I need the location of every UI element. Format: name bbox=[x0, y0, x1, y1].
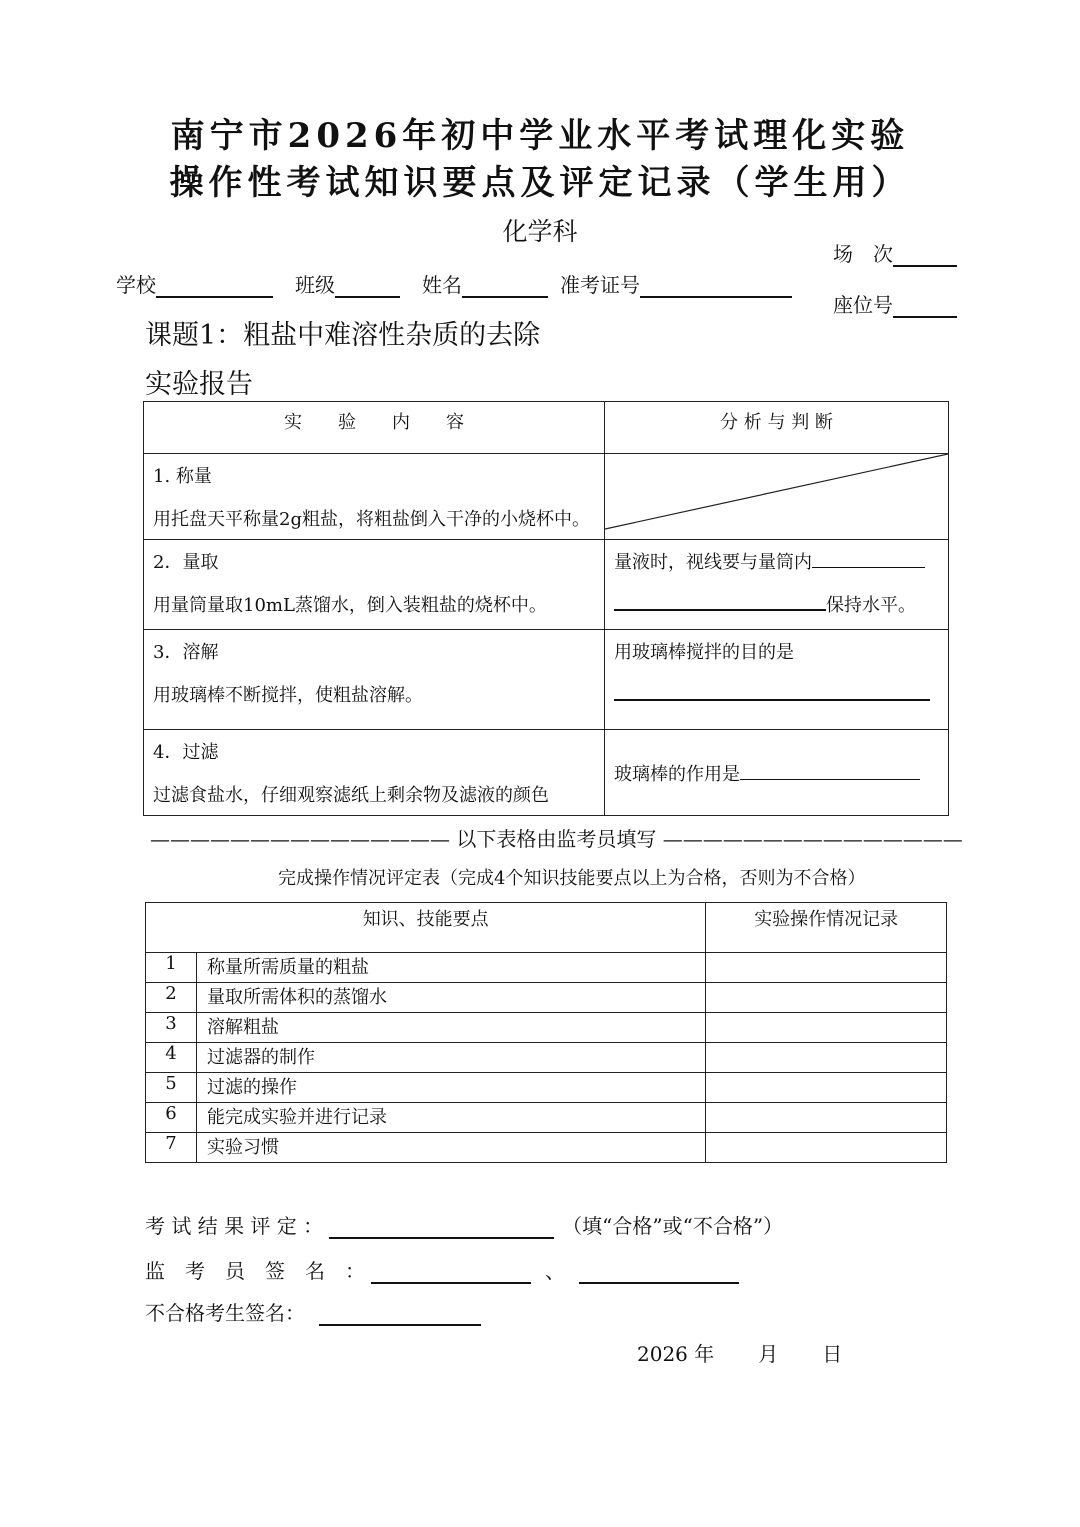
result-blank[interactable] bbox=[329, 1215, 554, 1239]
date-month: 月 bbox=[758, 1342, 779, 1366]
report-row bbox=[144, 454, 949, 540]
student-info-row bbox=[116, 269, 792, 298]
page-title-line2: 操作性考试知识要点及评定记录（学生用） bbox=[169, 163, 911, 203]
eval-point: 过滤的操作 bbox=[197, 1073, 706, 1103]
report-desc: 用玻璃棒不断搅拌，使粗盐溶解。 bbox=[153, 685, 423, 706]
eval-num: 4 bbox=[146, 1043, 197, 1073]
proctor-blank-1[interactable] bbox=[371, 1260, 531, 1284]
result-label: 考 试 结 果 评 定 ： bbox=[145, 1214, 324, 1238]
eval-row bbox=[146, 1103, 947, 1133]
name-blank[interactable] bbox=[462, 274, 548, 298]
seat-field[interactable] bbox=[833, 289, 957, 318]
eval-record-cell[interactable] bbox=[706, 1013, 947, 1043]
eval-col-points: 知识、技能要点 bbox=[146, 903, 706, 953]
date-day: 日 bbox=[822, 1342, 843, 1366]
proctor-separator: 、 bbox=[545, 1259, 565, 1283]
seat-label: 座位号 bbox=[833, 293, 893, 317]
eval-row bbox=[146, 1073, 947, 1103]
report-col-analysis: 分 析 与 判 断 bbox=[605, 402, 949, 454]
eval-point: 实验习惯 bbox=[197, 1133, 706, 1163]
eval-point: 称量所需质量的粗盐 bbox=[197, 953, 706, 983]
eval-point: 量取所需体积的蒸馏水 bbox=[197, 983, 706, 1013]
report-analysis-empty bbox=[605, 454, 949, 540]
fail-sign-blank[interactable] bbox=[319, 1302, 481, 1326]
report-question: 用玻璃棒搅拌的目的是 bbox=[614, 642, 794, 663]
eval-record-cell[interactable] bbox=[706, 1073, 947, 1103]
eval-num: 1 bbox=[146, 953, 197, 983]
eval-row bbox=[146, 983, 947, 1013]
report-question-end: 保持水平。 bbox=[826, 595, 916, 616]
proctor-divider: ——————————————— 以下表格由监考员填写 ——————————————— bbox=[150, 827, 963, 851]
fail-sign-row bbox=[145, 1297, 481, 1326]
eval-row bbox=[146, 1013, 947, 1043]
eval-num: 2 bbox=[146, 983, 197, 1013]
report-table bbox=[143, 401, 949, 816]
subject-heading: 化学科 bbox=[502, 217, 578, 246]
report-desc: 用量筒量取10mL蒸馏水，倒入装粗盐的烧杯中。 bbox=[153, 595, 547, 616]
eval-point: 能完成实验并进行记录 bbox=[197, 1103, 706, 1133]
report-question: 玻璃棒的作用是 bbox=[614, 763, 740, 785]
diagonal-slash bbox=[605, 454, 948, 530]
eval-col-record: 实验操作情况记录 bbox=[706, 903, 947, 953]
report-question: 量液时，视线要与量筒内 bbox=[614, 552, 812, 573]
eval-row bbox=[146, 953, 947, 983]
exam-id-label: 准考证号 bbox=[560, 273, 640, 297]
eval-record-cell[interactable] bbox=[706, 983, 947, 1013]
report-row bbox=[144, 540, 949, 630]
eval-record-cell[interactable] bbox=[706, 953, 947, 983]
fail-sign-label: 不合格考生签名： bbox=[145, 1301, 305, 1325]
proctor-blank-2[interactable] bbox=[579, 1260, 739, 1284]
school-label: 学校 bbox=[116, 273, 156, 297]
exam-id-blank[interactable] bbox=[640, 274, 792, 298]
eval-num: 6 bbox=[146, 1103, 197, 1133]
session-label: 场 次 bbox=[833, 242, 893, 266]
report-step: 1. 称量 bbox=[153, 466, 212, 487]
report-step: 2．量取 bbox=[153, 552, 219, 573]
eval-num: 7 bbox=[146, 1133, 197, 1163]
eval-row bbox=[146, 1043, 947, 1073]
answer-blank[interactable] bbox=[812, 549, 925, 568]
answer-blank[interactable] bbox=[614, 591, 826, 611]
date-row bbox=[637, 1338, 842, 1367]
result-hint: （填“合格”或“不合格”） bbox=[562, 1214, 784, 1238]
eval-num: 3 bbox=[146, 1013, 197, 1043]
report-desc: 用托盘天平称量2g粗盐，将粗盐倒入干净的小烧杯中。 bbox=[153, 509, 590, 530]
result-row bbox=[145, 1210, 783, 1239]
proctor-label: 监 考 员 签 名 ： bbox=[145, 1259, 365, 1283]
class-blank[interactable] bbox=[335, 274, 400, 298]
report-desc: 过滤食盐水，仔细观察滤纸上剩余物及滤液的颜色 bbox=[153, 785, 549, 806]
report-title: 实验报告 bbox=[145, 369, 253, 400]
report-step: 4．过滤 bbox=[153, 742, 219, 763]
proctor-row bbox=[145, 1255, 739, 1284]
report-row bbox=[144, 630, 949, 730]
class-label: 班级 bbox=[295, 273, 335, 297]
eval-num: 5 bbox=[146, 1073, 197, 1103]
eval-record-cell[interactable] bbox=[706, 1133, 947, 1163]
eval-point: 溶解粗盐 bbox=[197, 1013, 706, 1043]
session-blank[interactable] bbox=[893, 243, 957, 267]
eval-record-cell[interactable] bbox=[706, 1043, 947, 1073]
eval-record-cell[interactable] bbox=[706, 1103, 947, 1133]
eval-point: 过滤器的制作 bbox=[197, 1043, 706, 1073]
report-col-content: 实 验 内 容 bbox=[144, 402, 605, 454]
session-field[interactable] bbox=[833, 238, 957, 267]
report-step: 3．溶解 bbox=[153, 642, 219, 663]
answer-blank[interactable] bbox=[614, 681, 930, 701]
page-title-line1: 南宁市2026年初中学业水平考试理化实验 bbox=[170, 116, 910, 156]
school-blank[interactable] bbox=[156, 274, 273, 298]
eval-caption: 完成操作情况评定表（完成4个知识技能要点以上为合格，否则为不合格） bbox=[278, 868, 866, 889]
report-row bbox=[144, 730, 949, 816]
eval-table bbox=[145, 902, 947, 1163]
name-label: 姓名 bbox=[422, 273, 462, 297]
topic-title: 课题1：粗盐中难溶性杂质的去除 bbox=[145, 320, 541, 351]
eval-row bbox=[146, 1133, 947, 1163]
date-year: 2026 年 bbox=[637, 1342, 715, 1366]
seat-blank[interactable] bbox=[893, 294, 957, 318]
answer-blank[interactable] bbox=[740, 761, 920, 780]
